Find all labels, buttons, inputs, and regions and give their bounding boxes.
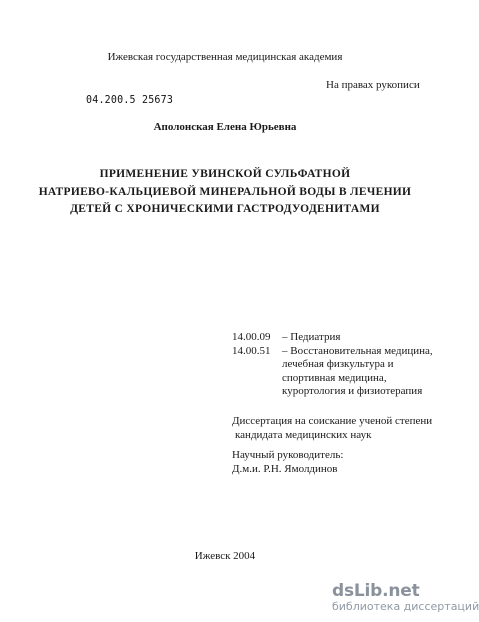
- supervisor-block: [232, 449, 343, 476]
- specialty-description: – Педиатрия: [282, 331, 341, 343]
- place-and-year: Ижевск 2004: [194, 550, 256, 562]
- specialty-description-line: – Восстановительная медицина,: [282, 344, 433, 357]
- specialty-description-line: спортивная медицина,: [282, 371, 387, 384]
- specialty-description: [282, 345, 433, 399]
- specialty-code: 14.00.51: [232, 344, 271, 357]
- specialty-description-line: лечебная физкультура и: [282, 358, 394, 370]
- watermark-site-name: dsLib.net: [332, 581, 420, 601]
- specialty-codes: [232, 331, 433, 399]
- degree-line: кандидата медицинских наук: [235, 428, 372, 441]
- supervisor-label: Научный руководитель:: [232, 449, 344, 461]
- specialty-row: [232, 345, 433, 399]
- library-stamp-number: 04.200.5 25673: [86, 94, 174, 107]
- specialty-description-line: курортология и физиотерапия: [282, 385, 423, 397]
- watermark-caption: библиотека диссертаций: [332, 600, 479, 613]
- degree-line: Диссертация на соискание ученой степени: [232, 415, 433, 427]
- specialty-code: 14.00.09: [232, 331, 271, 343]
- dslib-watermark: [332, 581, 479, 613]
- title-line: ПРИМЕНЕНИЕ УВИНСКОЙ СУЛЬФАТНОЙ: [99, 168, 351, 180]
- specialty-row: [232, 331, 433, 345]
- degree-statement: [232, 415, 432, 442]
- manuscript-rights-note: На правах рукописи: [326, 79, 420, 91]
- dissertation-title: [0, 166, 450, 219]
- title-line: ДЕТЕЙ С ХРОНИЧЕСКИМИ ГАСТРОДУОДЕНИТАМИ: [70, 203, 380, 215]
- institution-name: Ижевская государственная медицинская академия: [107, 51, 343, 63]
- supervisor-name: Д.м.и. Р.Н. Ямолдинов: [232, 462, 338, 475]
- title-line: НАТРИЕВО-КАЛЬЦИЕВОЙ МИНЕРАЛЬНОЙ ВОДЫ В ЛЕЧЕНИИ: [38, 185, 412, 198]
- author-name: Аполонская Елена Юрьевна: [153, 121, 297, 133]
